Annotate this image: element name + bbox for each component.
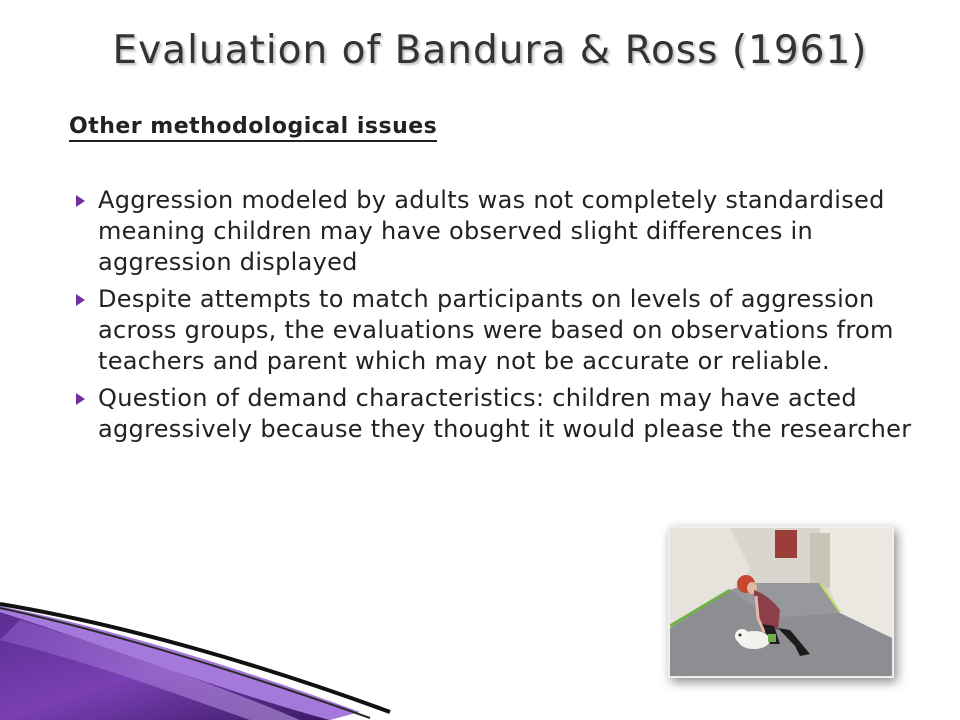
bullet-text: Question of demand characteristics: children may have acted aggressively because they thought it would please the researcher xyxy=(98,384,912,443)
triangle-right-icon xyxy=(76,393,85,405)
bullet-list xyxy=(72,185,912,451)
bullet-item xyxy=(72,185,912,278)
bullet-text: Despite attempts to match participants on levels of aggression across groups, the evaluations were based on observations from teachers and parent which may not be accurate or reliable. xyxy=(98,285,894,375)
child-with-doll-image xyxy=(670,528,892,676)
bullet-item xyxy=(72,383,912,445)
bullet-text: Aggression modeled by adults was not completely standardised meaning children may have observed slight differences in aggression displayed xyxy=(98,186,885,276)
bullet-item xyxy=(72,284,912,377)
triangle-right-icon xyxy=(76,294,85,306)
slide-title: Evaluation of Bandura & Ross (1961) xyxy=(112,28,868,73)
triangle-right-icon xyxy=(76,195,85,207)
experiment-photo xyxy=(668,526,894,678)
slide-subtitle: Other methodological issues xyxy=(69,114,437,142)
